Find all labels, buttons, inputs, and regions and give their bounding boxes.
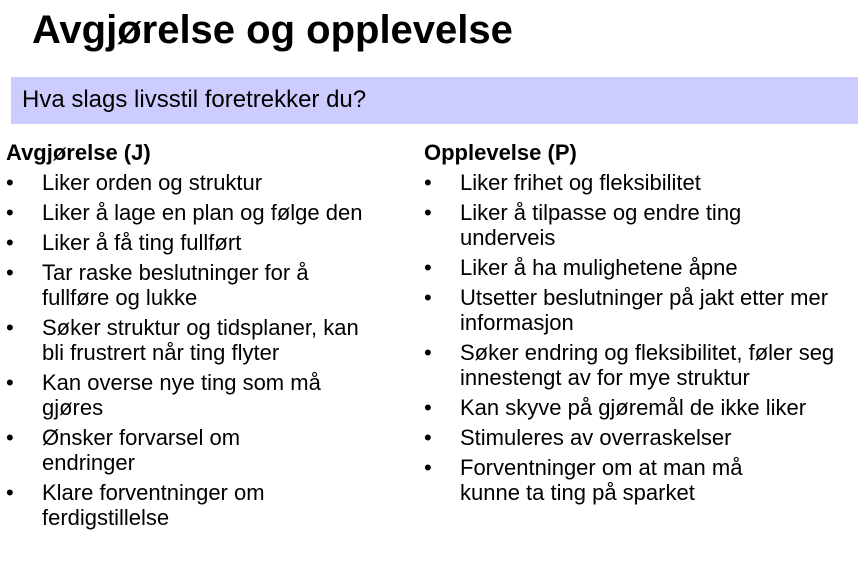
bullet-icon: • [6,170,14,195]
list-item [6,480,436,530]
list-item-text: Ønsker forvarsel om endringer [42,425,241,475]
list-item [6,230,436,255]
list-item-text: Liker å lage en plan og følge den [42,200,363,225]
judging-heading: Avgjørelse (J) [6,140,151,165]
list-item-text: Liker å ha mulighetene åpne [460,255,738,280]
bullet-icon: • [6,230,14,255]
bullet-icon: • [6,315,14,340]
list-item [6,315,436,365]
perceiving-column [424,140,854,510]
bullet-icon: • [424,200,432,225]
list-item [424,425,854,450]
list-item [424,455,854,505]
perceiving-list [424,170,854,505]
list-item [6,370,436,420]
list-item-text: Liker å få ting fullført [42,230,242,255]
list-item-text: Utsetter beslutninger på jakt etter mer informasjon [460,285,829,335]
bullet-icon: • [6,425,14,450]
bullet-icon: • [6,200,14,225]
list-item-text: Søker endring og fleksibilitet, føler seg innestengt av for mye struktur [460,340,835,390]
question-banner [11,77,858,124]
list-item-text: Stimuleres av overraskelser [460,425,732,450]
perceiving-heading: Opplevelse (P) [424,140,577,165]
bullet-icon: • [424,425,432,450]
list-item-text: Kan skyve på gjøremål de ikke liker [460,395,807,420]
bullet-icon: • [424,255,432,280]
bullet-icon: • [6,260,14,285]
list-item [424,395,854,420]
bullet-icon: • [424,395,432,420]
bullet-icon: • [424,285,432,310]
list-item-text: Liker å tilpasse og endre ting underveis [460,200,742,250]
bullet-icon: • [424,340,432,365]
list-item [424,285,854,335]
list-item-text: Liker orden og struktur [42,170,263,195]
list-item-text: Forventninger om at man må kunne ta ting på sparket [460,455,743,505]
slide-title: Avgjørelse og opplevelse [32,8,513,52]
bullet-icon: • [6,480,14,505]
question-text: Hva slags livsstil foretrekker du? [22,86,367,113]
bullet-icon: • [424,170,432,195]
list-item [424,200,854,250]
list-item [424,255,854,280]
list-item-text: Søker struktur og tidsplaner, kan bli frustrert når ting flyter [42,315,359,365]
list-item [6,425,436,475]
list-item-text: Liker frihet og fleksibilitet [460,170,701,195]
bullet-icon: • [6,370,14,395]
bullet-icon: • [424,455,432,480]
list-item [6,170,436,195]
list-item-text: Klare forventninger om ferdigstillelse [42,480,265,530]
list-item [424,170,854,195]
list-item-text: Tar raske beslutninger for å fullføre og lukke [42,260,309,310]
judging-list [6,170,436,530]
list-item-text: Kan overse nye ting som må gjøres [42,370,321,420]
judging-column [6,140,436,535]
list-item [6,260,436,310]
list-item [424,340,854,390]
list-item [6,200,436,225]
